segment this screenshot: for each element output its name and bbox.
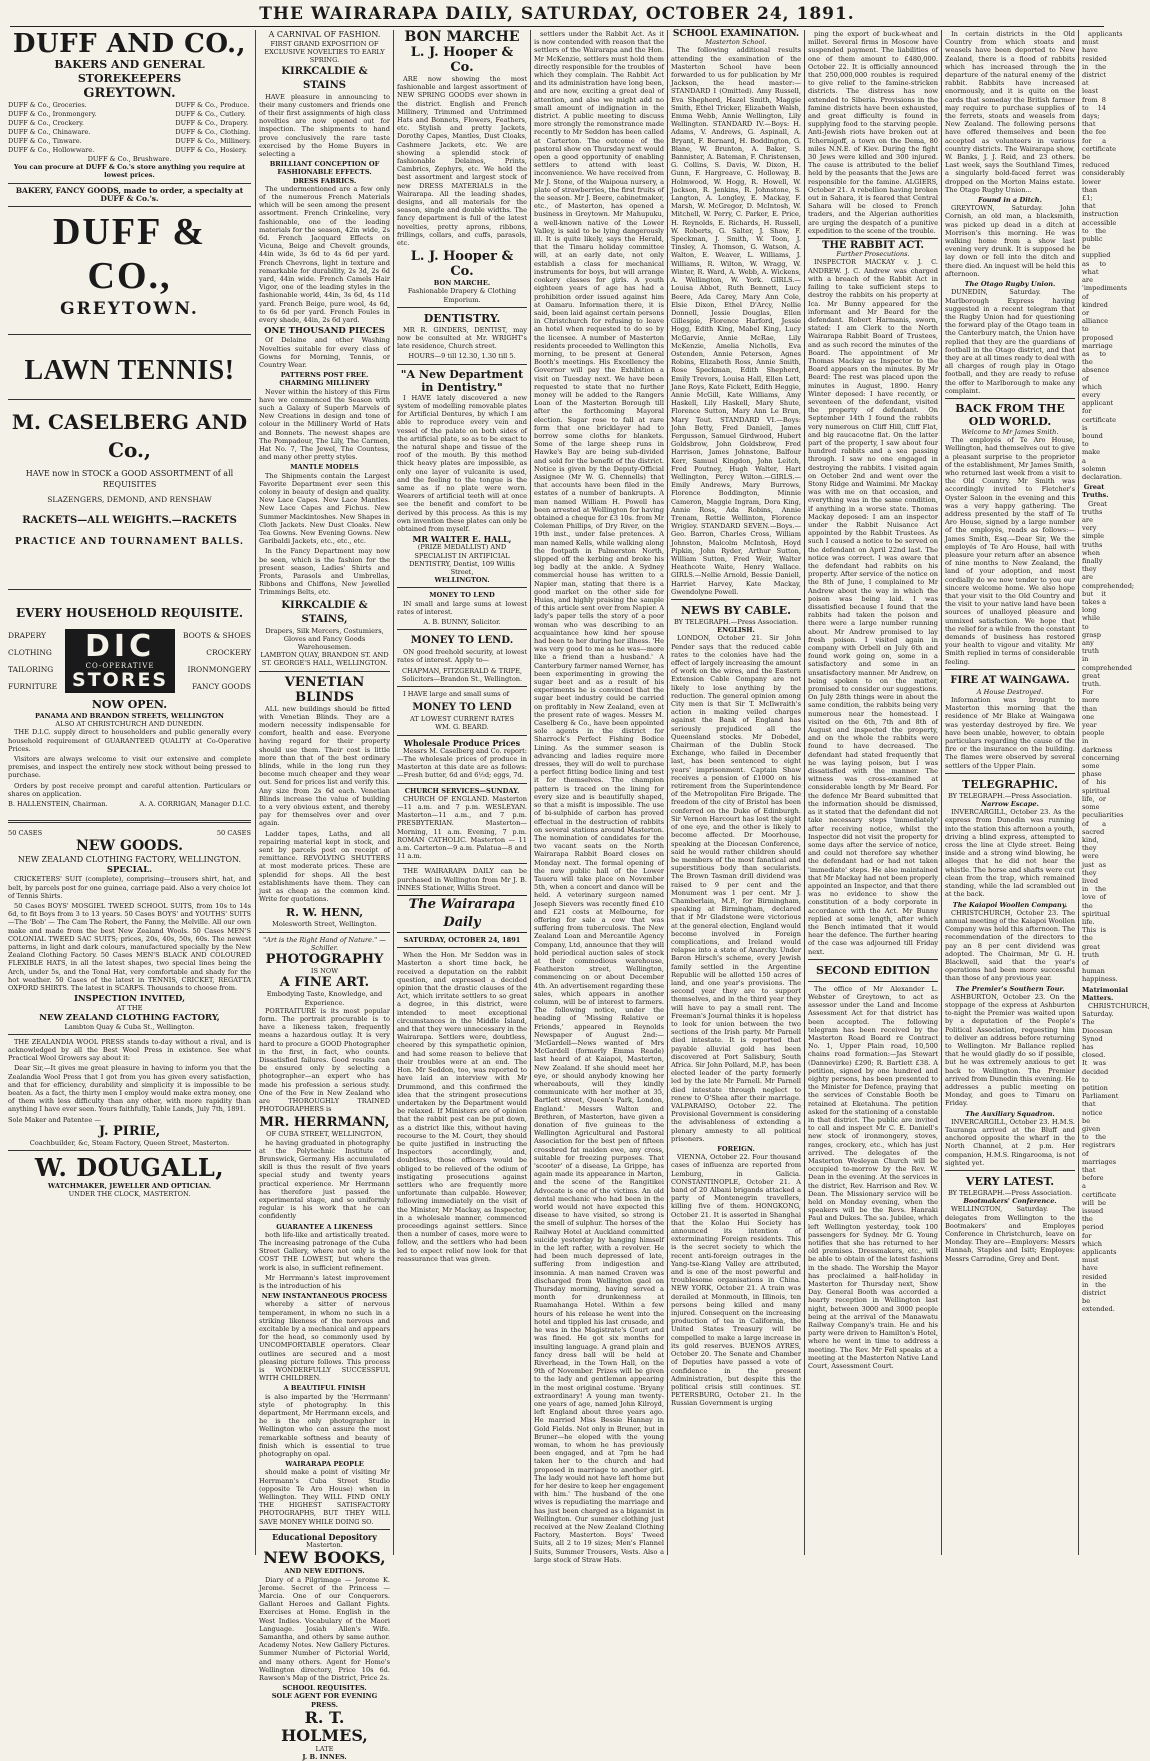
new-editions: AND NEW EDITIONS. (284, 1567, 365, 1576)
matrimonial-heading: Matrimonial Matters. (1082, 985, 1129, 1002)
divider (397, 629, 527, 630)
english-heading: ENGLISH. (717, 626, 755, 635)
holmes-name: R. T. HOLMES, (281, 1707, 368, 1745)
fire-text: Information was brought to Masterton this morning that the residence of Mr Blake at Waingawa was yesterday destroyed by fire. We have been unable, however, to obtain particulars regarding the cause of the fire or the insurance on the building. The flames were observed by several settlers of the Upper Plain. (945, 696, 1075, 770)
column7-intro: In certain districts in the Old Country from which stoats and weasels have been deported to New Zealand, there is a flood of rabbits which has increased through the departure of the natural enemy of the rabbit. Rabbits have increased enormously, and it is quite on the cards that someday the British farmer may require to purchase supplies of the ferrets, stoats and weasels from New Zealand. The following persons have offered themselves and been accepted as volunteers in various country districts. The Wairarapa show, W. Banks, J. J. Reid, and 23 others. Last week, says the Southland Times, a singularly bold-faced ferret was dropped on the Morton Mains estate. The Otago Rugby Union... (945, 30, 1075, 194)
divider (259, 1529, 390, 1530)
wairarapa-people-heading: WAIRARAPA PEOPLE (285, 1460, 364, 1469)
column-rule (1078, 30, 1079, 1555)
column8-text: applicants must have resided in the district at least from 8 to 14 days; that the fee for a certificate be reduced considerably lower than £1; that instruction accessible to the public be supplied as to what are 'impediments of kindred or alliance to proposed marriage as to the absence of which every applicant for certificate is bound to make a solemn declaration. (1082, 30, 1128, 481)
columns (8, 29, 1150, 1761)
divider (8, 820, 251, 823)
signature: B. HALLENSTEIN, Chairman. (8, 800, 108, 809)
list-item: DUFF & Co., Drapery. (175, 119, 249, 127)
hall-name: MR WALTER E. HALL, (412, 534, 512, 545)
fine-art-heading: A FINE ART. (279, 975, 370, 991)
innes-name: J. B. INNES. (302, 1752, 347, 1761)
instant-heading: NEW INSTANTANEOUS PROCESS (261, 1292, 388, 1301)
list-item: TAILORING (8, 665, 54, 675)
duff-list (8, 101, 251, 155)
back-sub: Welcome to Mr James Smith. (961, 427, 1059, 436)
signature: A. A. CORRIGAN, Manager D.I.C. (139, 800, 251, 809)
back-text: The employés of Te Aro House, Wellington, had themselves out to give a pleasant surprise to the proprietor of the establishment, Mr James Smith, who returned last week from a visit to the Old Country. Mr Smith was accordingly invited to Fletcher's Oyster Saloon in the evening and this was a very happy gathering. The address presented by the staff of Te Aro House, signed by a large number of the employés, reads as follows:— James Smith, Esq.—Dear Sir, We the employés of Te Aro House, hail with pleasure your return after an absence of nine months to New Zealand, the land of your adoption, and most cordially do we now tender to you our sincere welcome home. We also hope that your visit to the Old Country and the visit to your native land have been sources of unalloyed pleasure and unmixed satisfaction. We hope that the relief for a while from the constant demands of business has restored your health to vigour and vitality. Mr Smith replied in terms of considerable feeling. (945, 436, 1075, 666)
divider (945, 773, 1075, 774)
list-item: DRAPERY (8, 631, 46, 641)
list-item: DUFF & Co., Millinery. (175, 137, 251, 145)
matrimonial-text: CHRISTCHURCH, Saturday. The Diocesan Synod has closed. It was decided to petition Parliament that notice be given to the registrars of marriages that before a certificate will be issued the period for which applicants must have resided in the district be extended. (1082, 1001, 1150, 1314)
duff-brushware: DUFF & Co., Brushware. (87, 155, 172, 163)
premier-heading: The Premier's Southern Tour. (955, 984, 1065, 993)
new-goods-heading: NEW GOODS. (75, 838, 184, 855)
duff-title: DUFF AND CO., (12, 29, 247, 59)
narrow-text: INVERCARGILL, October 23. As the express from Dunedin was running into the station this afternoon a youth, driving a blind express, attempted to cross the line at Clyde street. Being inside and a strong wind blowing, he alleges that he did not hear the whistle. The horse and shafts were cut clean from the trap, which remained standing, while the lad scrambled out at the back. (945, 808, 1075, 899)
new-books-heading: NEW BOOKS, (263, 1548, 386, 1568)
mantle-heading: MANTLE MODELS (290, 463, 359, 472)
hooper-text: ARE now showing the most fashionable and largest assortment of NEW SPRING GOODS ever shown in the district. English and French Millinery, Trimmed and Untrimmed Hats and Bonnets, Flowers, Feathers, etc. Stylish and pretty Jackets, Dorothy Capes, Mantles, Dust Cloaks, Cashmere Jackets, etc. We are showing a splendid stock of fashionable Delaines, Prints, Cambrics, Zephyrs, etc. We hold the best assortment and largest stock of new DRESS MATERIALS in the Wairarapa. All the leading shades, designs, and all materials for the season, single and double widths. The fancy department is full of the latest novelties, pretty aprons, ribbons, frillings, collars, and cuffs, parasols, etc. (397, 75, 527, 248)
at-the: AT THE (116, 1004, 143, 1013)
money2-text: ON good freehold security, at lowest rates of interest. Apply to— (397, 648, 527, 665)
list-item: DUFF & Co., Hosiery. (175, 146, 247, 154)
list-item: DUFF & Co., Crockery. (8, 119, 85, 127)
dic-logo (65, 629, 175, 693)
dic-right-list (183, 627, 251, 695)
rabbit-sub: Further Prosecutions. (836, 250, 910, 259)
exam-text: The following additional results attending the examination of the Masterton School have been forwarded to us for publication by Mr Jackson, the head master:— STANDARD I (Omitted). Amy Russell, Eva Shepherd, Hazel Smith, Maggie Smith, Ethel Tricker, Elizabeth Walsh, Emma Webb, Annie Wellington, Lily Wellington. STANDARD IV.—Boys: H. Adams, V. Andrews, G. Aspinall, A. Bryant, F. Bernard, H. Boddington, G. Blane, W. Brunton, A. Baker, S. Bannister, A. Bateman, F. Christensen, G. Collins, S. Davis, W. Dixon, H. Gunn, F. Hargreave, C. Holloway, B. Holmwood, W. Hogg, R. Howell, W. Jackson, R. Jenkins, R. Johnstone, S. Langton, A. Longley, E. Mackay, F. Marsh, W. McGregor, D. McIntosh, W. Mitchell, W. Perry, C. Parker, E. Price, H. Reynolds, E. Richards, H. Russell, W. Roberts, G. Salter, J. Shaw, F. Speckman, J. Smith, W. Toon, J. Tinsley, A. Thomson, G. Watson, A. Walton, E. Weaver, L. Williams, J. Williams, R. Wilton, W. Wragg, W. Winter, R. Ward, A. Webb, A. Wickens, A. Wellington, W. York. GIRLS.—Louisa Abbot, Ruth Bennett, Lucy Beere, Ada Carey, Mary Ann Cole, Elsie Dixon, Ethel D'Arcy, Nellie Donnell, Jessie Douglas, Ellen Gillespie, Florence Harford, Jessie Hogg, Edith King, Mabel King, Lucy McGarvie, Annie McRae, Lily McKenzie, Amelia Nicholls, Eva Ostenden, Annie Peterson, Agnes Robins, Elizabeth Ross, Annie Smith, Rose Speckman, Edith Shepherd, Emily Trevors, Louisa Hall, Ellen Lett, Jane Roys, Kate Fickett, Edith Heggie, Annie McGill, Kate Williams, Amy Haskell, Lily Haskell, Mary Shute, Florence Sutton, Mary Ann Le Brun, Mary Tout. STANDARD VI.—Boys: John Betty, Fred Daniell, James Fergusson, Samuel Girdwood, Hubert Goldsbrow, John Goldsbrow, Fred Harrison, James Johnstone, Balfour Kerr, Samuel Kingdon, John Leitch, Fred Poutney, Hugh Walter, Hart Wellington, Percy Wilton.—GIRLS.—Emily Andrews, Mary Burrows, Florence Boddington, Minnie Cameron, Maggie Ingram, Dora King, Annie Ross, Ada Robins, Annie Trenam, Rettie Wellinton, Florence Wrigley. STANDARD SEVEN.—Boys.—Geo. Barron, Charles Cross, William Johnston, Malcolm McIntosh, Hoyd Pipkin, John Ryder, Arthur Sutton, William Sutton, Fred Weir, Walter Heathcote Waite, Henry Wallace. GIRLS.—Nellie Arnold, Bessie Daniell, Harriet Harvey, Kate Mackay, Gwendolyne Powell. (671, 46, 801, 596)
list-item: FANCY GOODS (191, 682, 251, 692)
money-heading-3: MONEY TO LEND (412, 702, 512, 714)
hall-desc: (PRIZE MEDALLIST) AND SPECIALIST IN ARTIFICIAL DENTISTRY, Dentist, 109 Willis Street, (409, 543, 515, 576)
divider (259, 671, 390, 672)
divider (397, 364, 527, 365)
money-heading-2: MONEY TO LEND. (410, 635, 514, 647)
dic-text: THE D.I.C. supply direct to householders and public generally every household requirement of GUARANTEED QUALITY at Co-Operative Prices. (8, 728, 251, 753)
is-now: IS NOW (310, 967, 339, 976)
herrmann-text: he having graduated in photography at the Polytechnic Institute of Brunswick, Germany. His accumulated skill is thus the result of five years special study and twenty years practical experience. Mr Herrmann has therefore just passed the experimental stage, and so uniformly regular is his work that he can confidently (259, 1138, 390, 1221)
money3-text: I HAVE large and small sums of (403, 689, 510, 698)
sole-maker: Sole Maker and Patentee — (8, 1115, 101, 1124)
ginders-text: MR R. GINDERS, DENTIST, may now be consulted at Mr. WRIGHT's late residence, Church street. (397, 325, 527, 351)
paper-title: The Wairarapa Daily (397, 895, 527, 933)
column-7 (945, 30, 1075, 1555)
divider (397, 686, 527, 687)
wool-press-text: THE ZEALANDIA WOOL PRESS stands to-day without a rival, and is acknowledged by all the Best Wool Press in existence. See what Practical Wool Growers say about it: (8, 1037, 251, 1063)
wairarapa-people-text: should make a point of visiting Mr Herrmann's Cuba Street Studio (opposite Te Aro House) when in Wellington. They WILL FIND ONLY THE HIGHEST SATISFACTORY PHOTOGRAPHS, BUT THEY WILL SAVE MONEY WHILE DOING SO. (259, 1468, 390, 1526)
divider (8, 334, 251, 335)
dic-logo-text: DIC (85, 629, 156, 665)
divider (8, 399, 251, 400)
nz-factory: NEW ZEALAND CLOTHING FACTORY, (39, 1012, 220, 1023)
kaiapoi-heading: The Kaiapoi Woollen Company. (952, 900, 1068, 909)
hooper-heading-2: L. J. Hooper & Co. (410, 249, 514, 280)
bon-marche-heading: BON MARCHE (404, 29, 520, 45)
divider (8, 183, 251, 184)
list-item: BOOTS & SHOES (183, 631, 251, 641)
holmes-late: LATE (315, 1744, 334, 1753)
very-latest-sub: BY TELEGRAPH.—Press Association. (947, 1189, 1073, 1197)
divider (397, 587, 527, 588)
sole-agent: SOLE AGENT FOR EVENING PRESS. (271, 1692, 378, 1709)
column-rule (530, 30, 531, 1555)
dic-advert (8, 625, 251, 697)
finish-text: is also imparted by the 'Herrmann' style of photography. In this department, Mr Herrmann excels, and he is the only photographer in Wellington who can assure the most remarkable softness and beauty of finish which is essential to true photography on opal. (259, 1392, 390, 1459)
cricket-text: CRICKETERS' SUIT (complete), comprising—trousers shirt, hat, and belt, by parcels post for one guinea, carriage paid. Also a very choice lot of Tennis Shirts. (8, 875, 251, 900)
nz-clothing: NEW ZEALAND CLOTHING FACTORY, WELLINGTON. (17, 855, 242, 865)
herrmann-heading: MR. HERRMANN, (259, 1115, 390, 1131)
list-item: CLOTHING (8, 648, 52, 658)
beard-name: WM. G. BEARD. (435, 723, 489, 732)
school-requisites: SCHOOL REQUISITES. (282, 1684, 367, 1693)
leader-text: When the Hon. Mr Seddon was in Masterton a short time back, he received a deputation on the rabbit question, and expressed a decided opinion that the drastic clauses of the Act, which irritate settlers to so great a degree, in this district, were intended to meet exceptional circumstances in the Middle Island, and that they were unnecessary in the Wairarapa. Settlers were, doubtless, cheered by this sympathetic opinion, and had some reason to believe that their troubles were at an end. The Hon. Mr Seddon, too, was reported to have laid an interview with Mr Drummond, and this confirmed the idea that the stringent prosecutions undertaken by the Department would be relaxed. If Ministers are of opinion that the rabbit pest can be put down, as a district like this, without having recourse to the M. Court, they should be quite justified in instructing the Inspectors accordingly, and, doubtless, those officers would be obliged to be relieved of the odium of instigating prosecutions against settlers who are frequently more unfortunate than culpable. However, following immediately on the visit of the Minister, Mr Mackay, as Inspector, in a wholesale manner, commenced proceedings against settlers. Since then a number of cases, more were to follow, and the settlers who had been led to expect relief now look for that reassurance that was given. (397, 951, 527, 1263)
duff-subtitle: BAKERS AND GENERAL STOREKEEPERS (54, 58, 205, 85)
fabrics-text: The undermentioned are a few only of the numerous French Materials which will be seen among the present assortment. French Crinkeline, very fashionable, one of the leading materials for the season, 42in wide, 2s 6d. French Jacquard Effects on Vicuna, Beige and Chevelt grounds, 44in wide, 3s 6d to 4s 6d per yard. French Chevrons, light in texture and remarkable for durability, 2s 3d, 2s 6d yard, 44in wide. French Camels Hair Vigor, one of the leading styles in the fashionable world, 44in, 3s 6d, 4s 11d yard. French Beige, pure wool, 4s 6d, to 6s 6d per yard. French Foules in every shade, 44in, 2s 6d yard. (259, 184, 390, 325)
dic-logo-sub: CO-OPERATIVE (85, 662, 155, 671)
caselberg-heading: M. CASELBERG AND Co., (11, 410, 248, 463)
department-text: I HAVE lately discovered a new system of modelling removable plates for Artificial Dentures, by which I am able to reproduce every vein and vessel of the palate on both sides of the artificial plate, so as to be exact to the natural shape and tissue of the roof of the mouth. By this method thick heavy plates are impossible, as only one layer of vulcanite is used, and the feeling to the tongue is the same as if no plate were worn. Wearers of artificial teeth will at once see the benefit and comfort to be derived by this process. As this is my own invention these plates can only be obtained from myself. (397, 393, 527, 533)
wellington-line: WELLINGTON. (434, 576, 490, 585)
clothing-items: 50 Cases BOYS' MOSGIEL TWEED SCHOOL SUITS, from 10s to 14s 6d, to fit Boys from 3 to 13 years. 50 Cases BOYS' and YOUTHS' SUITS—The 'Bob' — The Cam The Robert, the Fanny, the Melville. All our own make and made from the best New Zealand Wools. 50 Cases MEN'S COLONIAL TWEED SAC SUITS; prices, 20s, 40s, 50s, 60s. The newest patterns, in light and dark colours, manufactured specially by the New Zealand Clothing Factory. 50 Cases MEN'S BLACK AND COLOURED FLEXIBLE HATS, in all the latest shapes, two special lines being the Arch, under 5s, and the Tonal Hat, very comfortable and shady for the hot weather. 50 Cases of the latest in TENNIS, CRICKET, REGATTA OXFORD SHIRTS. The latest in SCARFS. Thousands to choose from. (8, 902, 251, 993)
list-item: CROCKERY (206, 648, 251, 658)
bon-marche-2: BON MARCHE. (433, 279, 491, 288)
list-item: DUFF & Co., Hollowware. (8, 146, 95, 154)
english-text: LONDON, October 21. Sir John Pender says that the reduced cable rates to the colonies have had the effect of largely increasing the amount of work on the wires, and the Eastern Extension Cable Company are not likely to lose anything by the reduction. The general opinion among City men is that Sir T. McIlwraith's action in making veiled charges against the Bank of England has seriously prejudiced all the Queensland stocks. Mr Dobedel, Chairman of the Dublin Stock Exchange, who failed in December last, has been sentenced to eight years' imprisonment. Captain Shaw receives a pension of £1000 on his retirement from the Superintendence of the Metropolitan Fire Brigade. The freedom of the city of Bristol has been conferred on the Duke of Edinburgh. Sir Vernon Harcourt has lost the sight of one eye, and the other is likely to become affected. Dr Moorhouse, speaking at the Diocesan Conference, said he would rather children should be members of the most fanatical and superstitious body than secularists. The Brown Tasman drill dividend was raised to 9 per cent and the Monument was 1 per cent. Mr J. Chamberlain, M.P., for Birmingham, speaking at Birmingham, declared that if Mr Gladstone were victorious at the general election, England would become involved in Foreign complications, and Ireland would relapse into a state of Anarchy. Under Baron Hirsch's scheme, every Jewish family settled in the Argentine Republic will be allotted 150 acres of land, and one year's provisions. The second year they are to support themselves, and in the third year they will have to pay a small rent. The Freeman's Journal thinks it is hopeless to look for union between the two sections of the Irish party. Mr Parnell died intestate. It is reported that payable alluvial gold has been discovered at Port Salisbury, South Africa. Sir John Pollard, M.P., has been elected leader of the party formerly led by the late Mr Parnell. Mr Parnell died intestate through neglect to renew to O'Shea after their marriage. VALPARAISO, October 22. The Provisional Government is considering the advisableness of extending a plenary amnesty to all political prisoners. (671, 634, 801, 1143)
books-text: Diary of a Pilgrimage — Jerome K. Jerome. Secret of the Princess — Marcia. One of our Conquerors. Gallant Heroes and Gallant Fights. Exercises at Home. English in the West Indies. Vocabulary of the Maori Language. Josiah Allen's Wife. Samantha, and others by same author. Academy Notes. New Gallery Pictures. Summer Number of Pictorial World, and many others. Agent for Home's Wellington directory, Price 10s 6d. Rawson's Map of the District, Price 2s. (259, 1575, 390, 1682)
column-6 (808, 30, 938, 1555)
dougall-address: UNDER THE CLOCK, MASTERTON. (68, 1190, 191, 1199)
money-text: IN small and large sums at lowest rates of interest. (397, 599, 527, 616)
auxiliary-text: INVERCARGILL, October 23. H.M.S. Tauranga arrived at the Bluff and anchored opposite the wharf in the North Channel, at 2 p.m. Her companion, H.M.S. Ringarooma, is not sighted yet. (945, 1117, 1075, 1167)
article-text: settlers under the Rabbit Act. As it is now contended with reason that the settlers of the Wairarapa and the Hon. Mr McKenzie, settlers must hold them directly responsible for the troubles of which they complain. The Rabbit Act and its administration have long been, and are now, exciting a great deal of attention, and also we might add no small amount of indignation in the district. A public meeting to discuss more strongly the remonstrance made recently to Mr Seddon has been called at Carterton. The outcome of the pastoral show on Thursday next would open a good opportunity of enabling settlers to attend with least inconvenience. We have received from Mr J. Stone, of the Waipoua nursery, a plate of strawberries, the first fruits of the season. Mr J. Beere, cabinetmaker, etc., of Masterton, has opened a business in Greytown. Mr Mahupuku, a well-known native of the Lower Valley, is said to be lying dangerously ill. It is quite likely, says the Herald, that the Timaru holiday committee will, at an early date, not only establish a class for mechanical instruments for boys, but will arrange cookery classes for girls. A youth eighteen years of age has had a prohibition order issued against him at Oamaru. Information there, it is said, been laid against certain persons in Christchurch for refusing to leave an hotel when requested to do so by the licensee. A number of Masterton residents proceeded to Wellington this morning, to be present at General Booth's meetings. His Excellency the Governor will pay the Exhibition a visit on Tuesday next. We have been requested to state that no further money will be added to the Rangers Loan of the Masterton Borough till after the forthcoming Mayoral election. Sugar rose to fall at rare form that one bricklayer had to borrow some cloths for blankets. Some of the large sheep runs in Hawke's Bay are being sub-divided and sold for the benefit of the district. Notice is given by the Deputy-Official Assignee (Mr W. G. Chennells) that that accounts have been filed in the estates of a number of bankrupts. A man named William H. Powell has been arrested at Wellington for having obtained a cheque for £3 10s. from Mr Coleman Phillips, of Dry River, on the 19th inst., under false pretences. A man named Kells, while walking along the footpath in Palmerston North, slipped off the kerbing and broke his leg badly at the ankle. A Sydney commercial house has written to a Napier man, stating that there is a good market on the other side for Huias, and highly praising the sample of this article sent over from Napier. A lady's paper tells the story of a poor woman who was describing to an acquaintance how kind her spouse had been to her during her illness. 'He was very good to me as he was—more like a friend than a husband.' A Canterbury farmer named Werner, has been experimenting in growing the sugar beet and as a result of his experiments he is convinced that the sugar beet industry could be carried on profitably in New Zealand, even at the present rate of wages. Messrs M. Caselberg & Co., have been appointed sole agents in the district for Sharrock's Perfect Fishing Bodice Lining. As the summer season is advancing and ladies require more dresses, they will do well to purchase a perfect fitting bodice lining and test it for themselves. The champion pattern is traced on the lining for every size and is beautifully shaped, so that a misfit is impossible. The use of bi-sulphide of carbon has proved effectual in the destruction of rabbits on several stations around Masterton. The nomination of candidates for the two vacant seats on the North Wairarapa Rabbit Board closes on Monday next. The formal opening of the new public hall of the Lower Taueru will take place on November 5th, when a concert and dance will be held. A veterinary surgeon named Joseph Sievers was recently fined £10 and £21 costs at Melbourne, for offering for sale a cow that was suffering from tuberculosis. The New Zealand Loan and Mercantile Agency Company, Ltd, announce that they will hold periodical auction sales of stock at their commodious warehouse, Featherston street, Wellington, commencing on or about December 4th. An advertisement regarding these sales, which appears in another column, will be of interest to farmers. The following notice, under the heading of 'Missing Relative or Friends,' appeared in Reynolds Newspaper of August 2nd:— 'McGardell—News wanted of Mrs McGardell (formerly Emma Reade) last heard of at Kaiapoi, Masterton, New Zealand. If she should meet her eye, or should anybody knowing her whereabouts, will they kindly communicate with her mother at 35, Bartlett street, Queen's Park, London, England.' Messrs Walton and Brethren, of Masterton, have given a donation of five guineas to the Wellington Agricultural and Pastoral Association for the best pen of fifteen crossbred fat maiden ewe, any cross, suitable for freezing purposes. That 'scooter' of a disease, La Grippe, has again made its appearance in Marton, and the scene of the Rangitikei Advocate is one of the victims. An old dental mechanic who had been in the world would not have expected this disease to have visited, so strong is the smell of sulphur. The horses of the Railway Hotel at Auckland committed suicide yesterday by hanging himself in the left rafter, with a revolver. He had been much depressed of late, suffering from indigestion and insomnia. A man named Craven was discharged from Wellington gaol on Thursday morning, having served a month for drunkenness at Ruamahanga Hotel. Within a few hours of his release he went into the hotel and tippled his last crusade, and he was in the Magistrate's Court and was fined. He got six months for insulting language. A grand plain and fancy dress ball will be held at Riverhead, in the Town Hall, on the 9th of November. Prizes will be given to the lady and gentleman appearing in the most original costume. 'Bryany extraordinary! A young man twenty-one years of age, named John Kilroyd, left England about three years ago. He married Miss Bessie Hannay in Gold Fields. Not only in Bruner, but in Bruner—he eloped with the young woman, to whom he has previously been engaged, and at 7pm he had taken her to the church and had proposed in marriage to another girl. The lady would not have left home but for her desire to keep her engagement with him.' The husband of the one wives is repudiating the marriage and has just been charged as a bigamist in Wellington. Our summer clothing just received at the New Zealand Clothing Factory, Masterton. Boys' Tweed Suits, all 2 to 19 sizes; Men's Flannel Suits, Summer Trousers, Vests. Also a large stock of Straw Hats. (534, 30, 664, 1564)
cases-label: 50 CASES (216, 829, 251, 838)
inspection-heading: INSPECTION INVITED, (73, 994, 186, 1005)
duff-list-left (8, 101, 97, 155)
herrmann-address: OF CUBA STREET, WELLINGTON, (266, 1130, 383, 1139)
dentist-hours: HOURS—9 till 12.30, 1.30 till 5. (408, 352, 516, 361)
dougall-name: W. DOUGALL, (34, 1152, 225, 1182)
fire-sub: A House Destroyed. (976, 687, 1044, 696)
kaiapoi-text: CHRISTCHURCH, October 23. The annual meeting of the Kaiapoi Woollen Company was held this afternoon. The recommendation of the directors to pay an 8 per cent dividend was adopted. The Chairman, Mr G. H. Blackwell, said that the year's operations had been more successful than those of any previous year. (945, 908, 1075, 983)
list-item: DUFF & Co., Cutlery. (175, 110, 246, 118)
column-rule (941, 30, 942, 1555)
venetian-heading: VENETIAN BLINDS (284, 674, 365, 705)
dentistry-heading: DENTISTRY. (423, 311, 501, 325)
back-heading: BACK FROM THE OLD WORLD. (955, 401, 1065, 428)
great-truths-text: Great truths are very simple truths when finally they are comprehended; but it takes a long while to grasp any truth in comprehended great truth. For more than one year people in darkness concerning some phase of his spiritual life, or some peculiarities of a sacred kind, they were just as they lived in the love of the spiritual life. This is the great truth of human happiness. (1082, 499, 1135, 984)
duff-town: GREYTOWN. (83, 86, 176, 101)
duff-logo: DUFF & CO., (52, 211, 207, 298)
otago-heading: The Otago Rugby Union. (964, 280, 1056, 289)
rackets-line: RACKETS—ALL WEIGHTS.—RACKETS (22, 515, 237, 527)
lowest-rates: AT LOWEST CURRENT RATES (410, 715, 514, 724)
dic-now-open: NOW OPEN. (91, 698, 168, 712)
list-item: DUFF & Co., Tinware. (8, 137, 82, 145)
dic-signatures (8, 800, 251, 808)
church-text: CHURCH OF ENGLAND. Masterton—11 a.m. and 7 p.m. WESLEYAN. Masterton—11 a.m., and 7 p.m. PRESBYTERIAN. Masterton—Morning, 11 a.m. Evening, 7 p.m. ROMAN CATHOLIC. Masterton — 11 a.m. Carterton—9 a.m. Palatua—8 and 11 a.m. (397, 794, 527, 861)
cable-sub: BY TELEGRAPH.—Press Association. (673, 618, 799, 627)
thousand-text: Of Delaine and other Washing Novelties suitable for every class of Gowns for Morning, Tennis, or Country Wear. (259, 336, 390, 369)
divider (945, 398, 1075, 399)
bootmakers-text: WELLINGTON, Saturday. The delegates from Wellington to the Bootmakers' and Employes Conference in Christchurch, leave on Monday. They are—Employers: Messrs Hannah, Staples and Isitt; Employes: Messrs Carradine, Grey and Dent. (945, 1205, 1075, 1263)
practice-line: PRACTICE AND TOURNAMENT BALLS. (14, 537, 245, 548)
cases-line (8, 829, 251, 837)
dic-visitors: Visitors are always welcome to visit our extensive and complete premises, and inspect the entirely new stock without being pressed to purchase. (8, 755, 251, 780)
narrow-heading: Narrow Escape. (981, 800, 1039, 809)
educational-heading: Educational Depository (272, 1531, 377, 1542)
column-1 (8, 30, 251, 1555)
otago-text: DUNEDIN, Saturday. The Marlborough Express having suggested in a recent telegram that the Rugby Union had for questioning the forward play of the Otago team in the Canterbury match, the Union have replied that they are the guardians of football in the Otago district, and that they are at all times ready to deal with all charges of rough play in Otago football, and they are ready to refuse the offer to Marlborough to make any complaint. (945, 288, 1075, 395)
premier-text: ASHBURTON, October 23. On the stoppage of the express at Ashburton to-night the Premier was waited upon by a deputation of the People's Political Association, requesting him to deliver an address before returning to Wellington. Mr Ballance replied that he would gladly do so if possible, but he was extremely anxious to get back to Wellington. The Premier arrived from Dunedin this evening. He addresses a public meeting on Monday, and goes to Timaru on Friday. (945, 992, 1075, 1108)
column-8 (1082, 30, 1150, 1555)
divider (397, 735, 527, 736)
bootmakers-heading: Bootmakers' Conference. (963, 1197, 1057, 1206)
chapman-name: CHAPMAN, FITZGERALD & TRIPE, Solicitors—Brandon St., Wellington. (401, 666, 523, 683)
column-5 (671, 30, 801, 1555)
dic-address: PANAMA AND BRANDON STREETS, WELLINGTON (35, 712, 224, 721)
kirkcaldie-desc: Drapers, Silk Mercers, Costumiers, Gloves and Fancy Goods Warehousemen. (265, 626, 384, 651)
photography-heading: PHOTOGRAPHY (265, 952, 384, 968)
dic-orders: Orders by post receive prompt and careful attention. Particulars or shares on application. (8, 781, 251, 798)
millinery-text: Never within the history of this Firm have we commenced the Season with such a Galaxy of Superb Marvels of New Creations in design and tone of colour in the Millinery World of Hats and Bonnets. The newest shapes are The Pompadour, The Lily, The Carmen, Hat No. 7, The Jewel, The Countess, and many other pretty styles. (259, 387, 390, 462)
church-heading: CHURCH SERVICES—SUNDAY. (404, 786, 520, 795)
brilliant-heading: BRILLIANT CONCEPTION OF FASHIONABLE EFFECTS. (269, 160, 380, 177)
divider (397, 307, 527, 308)
foreign-text: VIENNA, October 22. Four thousand cases of influenza are reported from Lemburg, in Galicia. CONSTANTINOPLE, October 21. A band of 20 Albani brigands attacked a party of Montenegrin travellers, killing five of them. HONGKONG, October 21. It is asserted in Shanghai that the Kolao Hui Society has announced its intention of exterminating Foreign residents. This is the secret society to which the recent anti-foreign outrages in the Yang-tse-Kiang Valley are attributed, and is one of the most powerful and troublesome organisations in China. NEW YORK, October 21. A train was derailed at Monmouth, in Illinois, ten persons being killed and many injured. Consequent on the increasing production of tea in California, the United States Treasury will be compelled to make a large increase in its gold reserves. BUENOS AYRES, October 20. The Senate and Chamber of Deputies have passed a vote of confidence in the present Administration, but despite this the political crisis still continues. ST. PETERSBURG, October 21. In the Russian Government is urging (671, 1153, 801, 1408)
dic-left-list (8, 627, 57, 695)
column-rule (667, 30, 668, 1555)
list-item: DUFF & Co., Clothing. (175, 128, 251, 136)
duff-list-right (175, 101, 251, 155)
kirkcaldie-heading-2: KIRKCALDIE & STAINS, (281, 599, 368, 625)
pirie-address: Coachbuilder, &c, Steam Factory, Queen Street, Masterton. (29, 1138, 230, 1147)
divider (945, 669, 1075, 670)
foreign-heading: FOREIGN. (717, 1145, 755, 1154)
millinery-heading: CHARMING MILLINERY (279, 379, 370, 388)
first-grand: FIRST GRAND EXPOSITION OF EXCLUSIVE NOVELTIES TO EARLY SPRING. (264, 40, 385, 65)
guarantee-heading: GUARANTEE A LIKENESS (276, 1222, 373, 1231)
patterns-line: PATTERNS POST FREE. (280, 371, 369, 380)
divider (808, 238, 938, 239)
divider (8, 1034, 251, 1035)
list-item: IRONMONGERY (187, 665, 251, 675)
household-heading: EVERY HOUSEHOLD REQUISITE. (15, 606, 243, 621)
pirie-name: J. PIRIE, (98, 1123, 161, 1139)
found-heading: Found in a Ditch. (978, 196, 1042, 205)
divider (8, 589, 251, 590)
wool-testimonial: Dear Sir,—It gives me great pleasure in having to inform you that the Zealandia Wool Press that I got from you has given every satisfaction, and that for efficiency, durability and simplicity it is impossible to be beaten. As a fact, the thirty men I employ would make extra money, one of them with less difficulty than any other, with more rapidity than anything I have ever seen. Yours faithfully, Table Lands, July 7th, 1891. (8, 1064, 251, 1114)
cases-label: 50 CASES (8, 829, 43, 838)
venetian-text: ALL new buildings should be fitted with Venetian Blinds. They are a modern necessity indispensable for comfort, health and ease. Everyone having regard for their property should use them. Their cost is little more than that of the best ordinary blinds, while in the long run they become much cheaper and they wear out. Send for prices list and verify this. Any size from 2s 6d each. Venetian Blinds increase the value of building to a very obvious extent, and thereby pay for themselves over and over again. (259, 704, 390, 828)
caselberg-makers: SLAZENGERS, DEMOND, AND RENSHAW (47, 495, 212, 505)
found-text: GREYTOWN, Saturday. John Cornish, an old man, a blacksmith, was picked up dead in a ditch at Morrison's this morning. He was walking home from a show last evening very drunk. It is supposed he lay down or fell into the ditch and there died. An inquest will be held this afternoon. (945, 204, 1075, 278)
divider (397, 863, 527, 864)
rabbit-heading: THE RABBIT ACT. (822, 240, 924, 252)
divider (671, 599, 801, 600)
kirkcaldie-heading: KIRKCALDIE & STAINS (281, 65, 368, 91)
exam-heading: SCHOOL EXAMINATION. (672, 29, 800, 39)
column-rule (393, 30, 394, 1555)
telegraphic-sub: BY TELEGRAPH.—Press Association. (947, 791, 1073, 800)
henn-address: Molesworth Street, Wellington. (272, 920, 377, 929)
dic-logo-stores: STORES (72, 669, 169, 692)
cable-continued: ping the export of buck-wheat and millet. Several firms in Moscow have suspended payment. The liabilities of one of them amount to £480,000. October 22. It is officially announced that 250,000,000 roubles is required to give relief to the famine-stricken districts. The distress has now extended to Siberia. Provisions in the famine districts have been exhausted, and great difficulty is found in supplying food to the starving people. Anti-Jewish riots have broken out at Tchernigoff, a town on the Dema, 80 miles N.N.E. of Kiev. During the fight 30 Jews were killed and 300 injured. The cause is attributed to the belief held by the peasants that the Jews are responsible for the famine. ALGIERS, October 21. A rebellion having broken out in Sahara, it is feared that Central Sahara will be closed to French traders, and the Algerian authorities are urging the despatch of a punitive expedition to the scene of the trouble. (808, 30, 938, 235)
bunny-name: A. B. BUNNY, Solicitor. (423, 617, 501, 626)
dic-also: ALSO AT CHRISTCHURCH AND DUNEDIN. (55, 720, 204, 729)
column-rule (804, 30, 805, 1555)
dougall-sub: WATCHMAKER, JEWELLER AND OPTICIAN. (47, 1181, 212, 1190)
second-edition-heading: SECOND EDITION (815, 963, 931, 977)
divider (808, 981, 938, 982)
carnival-heading: A CARNIVAL OF FASHION. (268, 30, 381, 39)
telegraphic-heading: TELEGRAPHIC. (962, 777, 1058, 791)
one-thousand-heading: ONE THOUSAND PIECES (264, 326, 385, 337)
guarantee-text: both life-like and artistically treated. The increasing patronage of the Cuba Street Gallery, where not only is the COST THE LOWEST, but where the work is also, in sufficient refinement. (259, 1230, 390, 1272)
divider (397, 783, 527, 784)
new-department-heading: "A New Department in Dentistry." (400, 367, 524, 394)
duff-logo-town: GREYTOWN. (60, 299, 199, 320)
divider (8, 1150, 251, 1151)
educational-town: Masterton. (306, 1541, 343, 1550)
lawn-tennis-heading: LAWN TENNIS! (24, 355, 235, 387)
column-2 (259, 30, 390, 1761)
hooper-heading: L. J. Hooper & Co. (410, 45, 514, 75)
divider (8, 206, 251, 207)
money-heading: MONEY TO LEND (429, 591, 495, 600)
henn-name: R. W. HENN, (285, 906, 364, 920)
mantle-text: The Shipments contain the Largest Favorite Department ever seen this colony in beauty of design and quality. New Lace Capes. New Lace Mantles. New Lace Capes and Fichus. New Summer Mackintoshes. New Shapes in Cloth Jackets. New Dust Cloaks. New Tea Gowns. New Evening Gowns. New Garibaldi Jackets, etc., etc., etc. (259, 471, 390, 546)
embody-line: Embodying Taste, Knowledge, and Experience. (266, 990, 383, 1007)
divider (397, 947, 527, 948)
wholesale-text: Messrs M. Caselberg and Co. report:—The wholesale prices of produce in Masterton at this date are as follows:—Fresh butter, 6d and 6½d; eggs, 7d. (397, 746, 527, 780)
second-edition-text: The office of Mr Alexander L. Webster of Greytown, to act as assessor under the Land and Income Assessment Act for that district has been accepted. The following telegram has been received by the Masterton Road Board re Contract No. 1, Upper Plain road, 10,500 chains road formation:—Jas Stewart (Dannevirke) £290; R. Bartlett £38. A petition, signed by one hundred and eighty persons, has been presented to the Minister for Defence, praying that the services of Constable Booth be retained at Eketahuna. The petition asked for the stationing of a constable in that district. The public are invited to call and inspect Mr C. E. Daniell's new stock of ironmongery, stoves, ranges, crockery, etc., which has just arrived. The delegates of the Masterton Wesleyan Church will be occupied to-morrow by the Rev. W. Dean in the evening. At the services in the district, Rev. Harrison and Rev. W. Dean. The Missionary service will be held on Monday evening, when the speakers will be the Revs. Hanraki Paul and Dukes. The sa. Jubilee, which left Wellington yesterday, took 100 passengers for Sydney. Mr G. Young notifies that she has returned to her old premises. Dressmakers, etc., will be able to obtain of the latest fashions in the shade. The Worship the Mayor has proclaimed a half-holiday in Masterton for Thursday next, Show Day. General Booth was accorded a hearty reception in Wellington last night, between 3000 and 3000 people being at the arrival of the Manawatu Railway Company's train. He and his party were driven to Hamilton's Hotel, where he went in time to address a meeting. The Rev. Mr Fell speaks at a meeting at the Masterton Native Land Court, Assessment Court. (808, 984, 938, 1371)
daily-note: THE WAIRARAPA DAILY can be purchased in Wellington from Mr J. B. INNES Stationer, Willis Street. (397, 867, 527, 892)
exam-sub: Masterton School. (705, 38, 767, 47)
rabbit-text: INSPECTOR MACKAY v. J. C. ANDREW. J. C. Andrew was charged with a breach of the Rabbit Act in failing to take sufficient steps to destroy the rabbits on his property at Ica. Mr Bunny appeared for the informant and Mr Beard for the defendant. Robert Harmanis, sworn, stated: I am Clerk to the North Wairarapa Rabbit Board of Trustees, and as such record the minutes of the Board. The appointment of Mr Thomas Mackay as Inspector to the Board appears on the minutes. By Mr Beard: The rest was placed upon the minutes in August, 1890. Henry Winter deposed: I have recently, or seventeen of the defendant, visited the property of defendant. On September 14th I found the rabbits very numerous on Cliff Hill, Cliff Flat, and big raucacotne flat. On the latter part of the property, I saw about four hundred rabbits and a sea passing through. I saw no one engaged in destroying the rabbits. I visited again on October 2nd and went over the Stony Ridge and Waimimi. Mr Mackay was with me on that occasion, and everything was in the same condition, if anything in a worse state. Thomas Mackay deposed: I am an inspector under the Rabbit Nuisance Act appointed by the Rabbit Trustees. As such I caused a notice to be served on the defendant on April 22nd last. The notice was correct. I was aware that the defendant had rabbits on his property. After service of the notice on the 8th of June, I complained to Mr Andrew about the way in which the poison was being laid. I was dissatisfied because I found that the rabbits had taken the poison and there were a large number running about. Mr Andrew promised to lay fresh poison. I visited again in company with Orbell on July 6th and found work going on, some in a satisfactory and some in an unsatisfactory manner. Mr Andrew, on being spoken to on the matter, promised to consider our suggestions. On July 28th things were in about the same condition, the rabbits being very numerous near the homestead. I visited on the 6th, 7th and 8th of August and inspected the property, and on the whole the rabbits were found to have decreased. The defendant had stated frequently that he was laying poison, but I was dissatisfied with the manner. The witness was cross-examined at considerable length by Mr Beard. For the defence Mr Beard submitted that the information should be dismissed, as it stated that the defendant did not take necessary steps 'immediately' after receiving notice, whilst the Inspector did not visit the property for some days after the service of notice, and could not therefore say whether the defendant had or had not taken 'immediate' steps. He also maintained that Mr Mackay had not been properly appointed an Inspector, and that there was no evidence to show the constitution of a body corporate in accordance with the Act. Mr Bunny replied at some length, after which the Bench intimated that it would hear the defence. The further hearing of the case was adjourned till Friday next. (808, 258, 938, 956)
special-heading: SPECIAL. (106, 865, 153, 876)
paper-date: SATURDAY, OCTOBER 24, 1891 (403, 936, 521, 945)
lambton-address-2: LAMBTON QUAY, BRANDON ST. AND ST. GEORGE'S HALL, WELLINGTON. (260, 651, 389, 668)
list-item: DUFF & Co., Produce. (175, 101, 250, 109)
caselberg-text: HAVE now in STOCK a GOOD ASSORTMENT of all REQUISITES (25, 469, 234, 490)
wholesale-heading: Wholesale Produce Prices (403, 737, 521, 748)
column-rule (255, 30, 256, 1555)
masthead: THE WAIRARAPA DAILY, SATURDAY, OCTOBER 24, 1891. (10, 4, 1104, 27)
ladders-text: Ladder tapes, Laths, and all repairing material kept in stock, and sent by parcels post on receipt of remittance. REVOLVING SHUTTERS at most moderate prices. These are splendid for shops. All the best establishments have them. They can just as cheap as the common kind. Write for quotations. (259, 829, 390, 904)
instant-text: whereby a sitter of nervous temperament, in whom no such in a striking likeness of the nervous and excitable by a mechanical and appears for the head, so commonly used by UNCOMFORTABLE operators. Clear outlines are secured and a most pleasing picture follows. This process is WONDERFULLY SUCCESSFUL WITH CHILDREN. (259, 1300, 390, 1383)
list-item: DUFF & Co., Ironmongery. (8, 110, 97, 118)
dress-fabrics-heading: DRESS FABRICS. (292, 176, 357, 185)
list-item: DUFF & Co., Groceries. (8, 101, 87, 109)
kirkcaldie-text: HAVE pleasure in announcing to their many customers and friends one of their first assignments of high class novelties are now opened out for inspection. The shipments to hand prove conclusively the rare taste exercised by the Home Buyers in selecting a (259, 92, 390, 159)
cable-heading: NEWS BY CABLE. (681, 604, 791, 618)
column-4 (534, 30, 664, 1564)
duff-bakery: BAKERY, FANCY GOODS, made to order, a specialty at DUFF & Co.'s. (15, 185, 244, 203)
great-truths-heading: Great Truths. (1082, 483, 1109, 500)
portrait-text: PORTRAITURE is its most popular form. The portrait procurable is to have a likeness taken, frequently means a hazardous outlay. It is very hard to procure a GOOD Photographer in the first, in fact, who counts. Dissatisfied failures. Good results can be ensured only by selecting a photographer—an expert who has made his profession a serious study. One of the Few in New Zealand who are THOROUGHLY TRAINED PHOTOGRAPHERS is (259, 1006, 390, 1114)
column-3 (397, 30, 527, 1555)
lambton-address: Lambton Quay & Cuba St., Wellington. (64, 1022, 195, 1031)
herrmann-intent: Mr Herrmann's latest improvement is the introduction of his (259, 1273, 390, 1290)
list-item: FURNITURE (8, 682, 58, 692)
art-quote: "Art is the Right Hand of Nature." —Schiller. (263, 935, 386, 952)
divider (808, 959, 938, 960)
very-latest-heading: VERY LATEST. (965, 1175, 1055, 1188)
bon-marche-desc: Fashionable Drapery & Clothing Emporium. (407, 287, 517, 304)
duff-note: You can procure at DUFF & Co.'s store anything you require at lowest prices. (13, 163, 246, 180)
finish-heading: A BEAUTIFUL FINISH (283, 1384, 366, 1393)
fancy-text: In the Fancy Department may now be seen, which is the fashion for the present season, Ladies' Shirts and Fronts, Parasols and Umbrellas, Ribbons and Chiffons, New Jewelled Trimmings Belts, etc. (259, 547, 390, 597)
fire-heading: FIRE AT WAINGAWA. (950, 674, 1070, 686)
list-item: DUFF & Co., Chinaware. (8, 128, 91, 136)
auxiliary-heading: The Auxiliary Squadron. (965, 1109, 1055, 1118)
divider (259, 932, 390, 933)
divider (945, 1170, 1075, 1171)
